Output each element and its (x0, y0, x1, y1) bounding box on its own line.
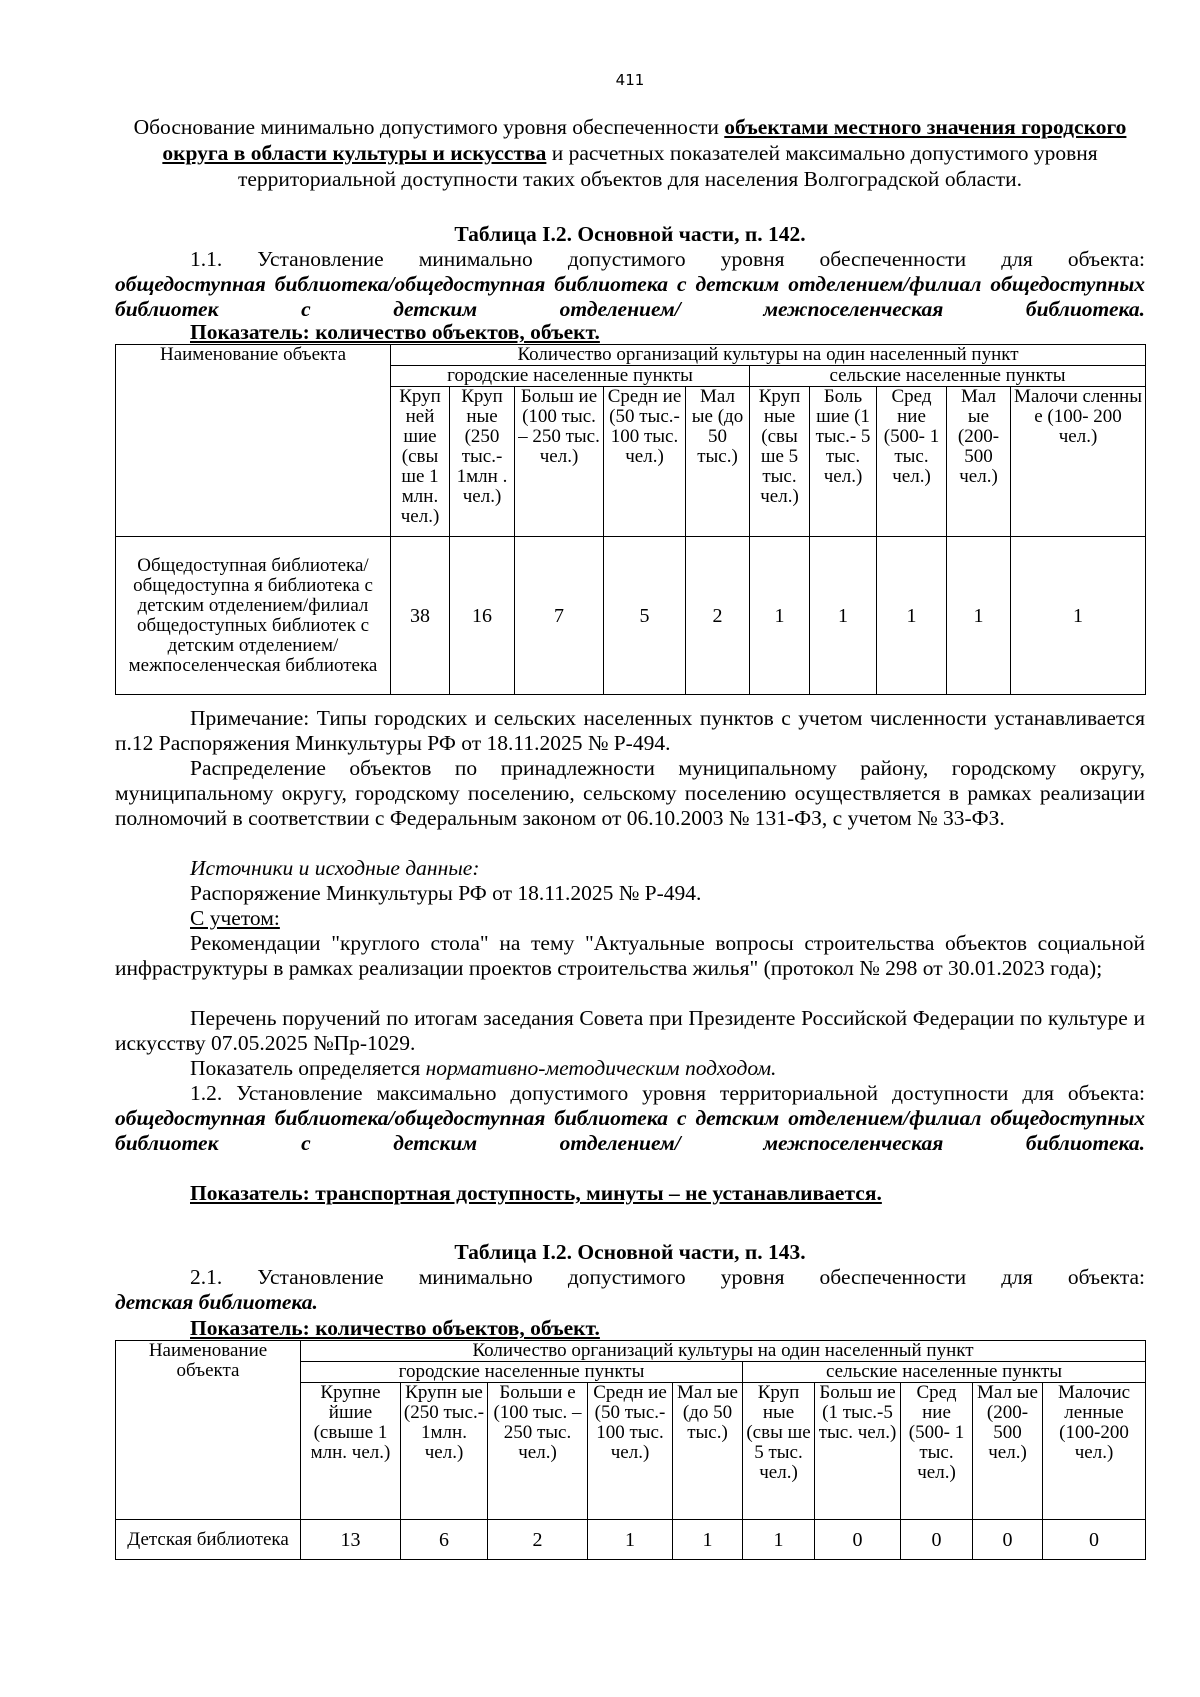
value-cell: 1 (588, 1520, 673, 1560)
sources-label: Источники и исходные данные: (190, 856, 480, 880)
value-cell: 5 (604, 537, 686, 695)
col-name-header: Наименование объекта (116, 345, 391, 537)
perechen: Перечень поручений по итогам заседания Совета при Президенте Российской Федерации по культуре и искусству 07.05.2025 №Пр-1029. (115, 1006, 1145, 1055)
value-cell: 1 (750, 537, 810, 695)
column-header: Малочи сленны е (100- 200 чел.) (1011, 387, 1146, 537)
value-cell: 38 (391, 537, 450, 695)
note-1: Примечание: Типы городских и сельских населенных пунктов с учетом численности устанавливается п.12 Распоряжения Минкультуры РФ от 18.11.2025 № Р-494. (115, 706, 1145, 755)
value-cell: 1 (947, 537, 1011, 695)
value-cell: 0 (973, 1520, 1043, 1560)
value-cell: 6 (401, 1520, 488, 1560)
value-cell: 1 (877, 537, 947, 695)
method-prefix: Показатель определяется (190, 1056, 426, 1080)
heading-part1: Обоснование минимально допустимого уровня обеспеченности (133, 115, 725, 139)
table-title-143: Таблица I.2. Основной части, п. 143. (454, 1240, 806, 1264)
column-header: Малочис ленные (100-200 чел.) (1043, 1383, 1146, 1520)
value-cell: 1 (743, 1520, 815, 1560)
column-header: Сред ние (500- 1 тыс. чел.) (877, 387, 947, 537)
table-row (116, 1520, 1146, 1560)
row-name: Общедоступная библиотека/общедоступна я библиотека с детским отделением/филиал общедоступных библиотек с детским отделением/ межпоселенческая библиотека (116, 537, 391, 695)
column-header: Крупн ые (250 тыс.- 1млн. чел.) (401, 1383, 488, 1520)
row-name: Детская библиотека (116, 1520, 301, 1560)
value-cell: 1 (810, 537, 877, 695)
table-142 (115, 344, 1146, 695)
recommendation: Рекомендации "круглого стола" на тему "Актуальные вопросы строительства объектов социальной инфраструктуры в рамках реализации проектов строительства жилья" (протокол № 298 от 30.01.2023 года); (115, 931, 1145, 980)
value-cell: 7 (515, 537, 604, 695)
section2-object: детская библиотека. (115, 1290, 318, 1314)
rural-header: сельские населенные пункты (750, 366, 1146, 387)
column-header: Мал ые (до 50 тыс.) (686, 387, 750, 537)
value-cell: 1 (1011, 537, 1146, 695)
group-header: Количество организаций культуры на один населенный пункт (391, 345, 1146, 366)
table-row (116, 537, 1146, 695)
rural-header: сельские населенные пункты (743, 1362, 1146, 1383)
table-143 (115, 1340, 1146, 1560)
column-header: Больш ие (100 тыс. – 250 тыс. чел.) (515, 387, 604, 537)
source-1: Распоряжение Минкультуры РФ от 18.11.2025 № Р-494. (190, 881, 702, 905)
access-intro: 1.2. Установление максимально допустимого уровня территориальной доступности для объекта: (190, 1081, 1145, 1105)
column-header: Мал ые (до 50 тыс.) (673, 1383, 743, 1520)
column-header: Круп ные (свы ше 5 тыс. чел.) (750, 387, 810, 537)
section2-intro: 2.1. Установление минимально допустимого уровня обеспеченности для объекта: (190, 1265, 1145, 1289)
column-header: Круп ные (250 тыс.- 1млн . чел.) (450, 387, 515, 537)
value-cell: 2 (686, 537, 750, 695)
value-cell: 0 (901, 1520, 973, 1560)
heading-part3: и расчетных показателей максимально допустимого уровня территориальной доступности таких объектов для населения Волгоградской области. (237, 141, 1098, 191)
value-cell: 0 (815, 1520, 901, 1560)
section1-indicator: Показатель: количество объектов, объект. (190, 320, 600, 344)
document-heading (115, 114, 1145, 192)
access-indicator: Показатель: транспортная доступность, минуты – не устанавливается. (190, 1181, 882, 1205)
with-account-label: С учетом: (190, 906, 280, 930)
method-italic: нормативно-методическим подходом. (425, 1056, 777, 1080)
value-cell: 16 (450, 537, 515, 695)
urban-header: городские населенные пункты (301, 1362, 743, 1383)
column-header: Сред ние (500- 1 тыс. чел.) (901, 1383, 973, 1520)
urban-header: городские населенные пункты (391, 366, 750, 387)
column-header: Круп ней шие (свы ше 1 млн. чел.) (391, 387, 450, 537)
column-header: Больш ие (1 тыс.-5 тыс. чел.) (815, 1383, 901, 1520)
column-header: Мал ые (200- 500 чел.) (973, 1383, 1043, 1520)
note-2: Распределение объектов по принадлежности муниципальному району, городскому округу, муниципальному округу, городскому поселению, сельскому поселению осуществляется в рамках реализации полномочий в соответствии с Федеральным законом от 06.10.2003 № 131-ФЗ, с учетом № 33-ФЗ. (115, 756, 1145, 830)
col-name-header: Наименование объекта (116, 1341, 301, 1520)
column-header: Круп ные (свы ше 5 тыс. чел.) (743, 1383, 815, 1520)
value-cell: 1 (673, 1520, 743, 1560)
column-header: Средн ие (50 тыс.- 100 тыс. чел.) (588, 1383, 673, 1520)
method-line (115, 1056, 1145, 1081)
column-header: Боль шие (1 тыс.- 5 тыс. чел.) (810, 387, 877, 537)
column-header: Средн ие (50 тыс.- 100 тыс. чел.) (604, 387, 686, 537)
table-title-142: Таблица I.2. Основной части, п. 142. (454, 222, 806, 246)
section2-indicator: Показатель: количество объектов, объект. (190, 1316, 600, 1340)
access-object: общедоступная библиотека/общедоступная библиотека с детским отделением/филиал общедоступных библиотек с детским отделением/ межпоселенческая библиотека. (115, 1106, 1145, 1155)
value-cell: 0 (1043, 1520, 1146, 1560)
heading-part2: объектами местного значения городского округа в области культуры и искусства (162, 115, 1127, 165)
group-header: Количество организаций культуры на один населенный пункт (301, 1341, 1146, 1362)
section1-intro: 1.1. Установление минимально допустимого уровня обеспеченности для объекта: (190, 247, 1145, 271)
section1-object: общедоступная библиотека/общедоступная библиотека с детским отделением/филиал общедоступных библиотек с детским отделением/ межпоселенческая библиотека. (115, 272, 1145, 321)
page-number: 411 (615, 71, 645, 89)
column-header: Крупне йшие (свыше 1 млн. чел.) (301, 1383, 401, 1520)
column-header: Больши е (100 тыс. – 250 тыс. чел.) (488, 1383, 588, 1520)
column-header: Мал ые (200- 500 чел.) (947, 387, 1011, 537)
value-cell: 13 (301, 1520, 401, 1560)
value-cell: 2 (488, 1520, 588, 1560)
